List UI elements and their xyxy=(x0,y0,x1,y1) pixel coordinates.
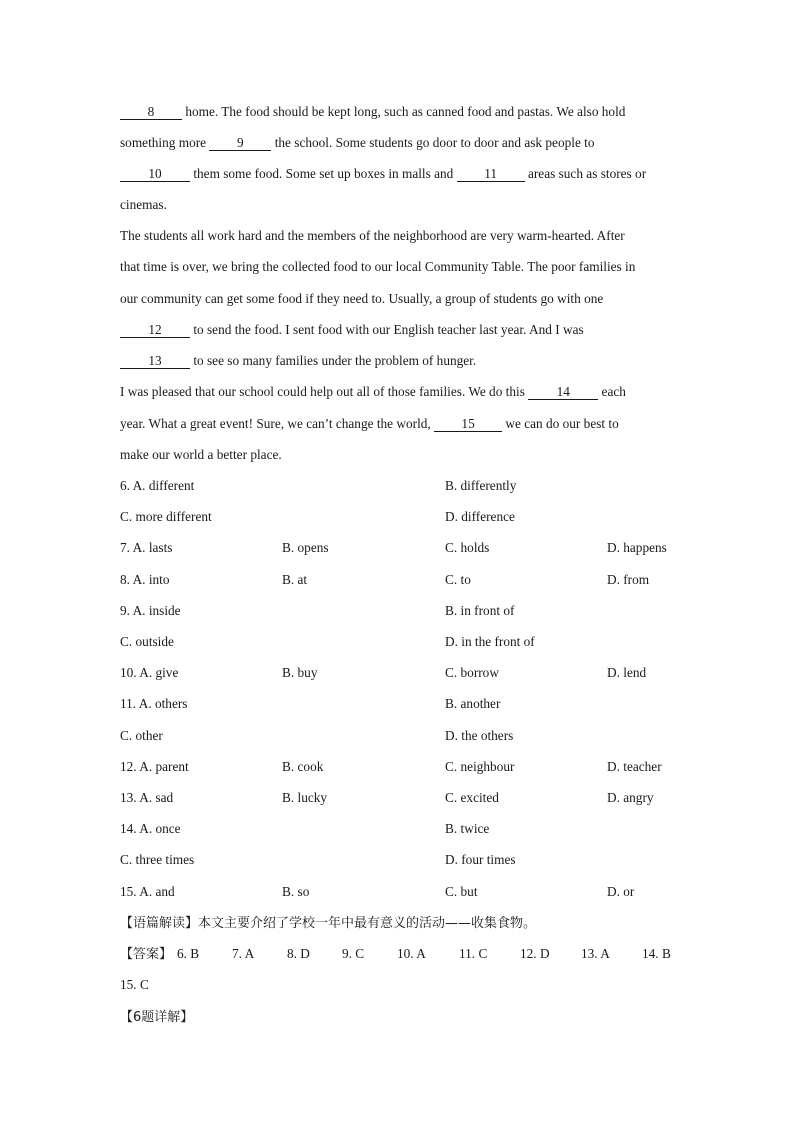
q9-option-c: C. outside xyxy=(120,634,174,649)
q14-option-a: 14. A. once xyxy=(120,821,181,836)
passage-text: them some food. Some set up boxes in malls and xyxy=(190,166,457,181)
detail-label: 【6题详解】 xyxy=(120,1010,194,1025)
passage-line xyxy=(120,321,584,339)
passage-line: make our world a better place. xyxy=(120,447,282,462)
blank-9: 9 xyxy=(209,135,271,151)
answer-item: 14. B xyxy=(642,946,671,961)
passage-line xyxy=(120,165,646,183)
blank-12: 12 xyxy=(120,322,190,338)
passage-text: to send the food. I sent food with our English teacher last year. And I was xyxy=(190,322,584,337)
passage-text: home. The food should be kept long, such as canned food and pastas. We also hold xyxy=(182,104,626,119)
q10-option-d: D. lend xyxy=(607,665,647,680)
passage-text: something more xyxy=(120,135,210,150)
q7-option-a: 7. A. lasts xyxy=(120,540,173,555)
q7-option-c: C. holds xyxy=(445,540,490,555)
passage-text: to see so many families under the problem of hunger. xyxy=(190,353,477,368)
reading-text: 本文主要介绍了学校一年中最有意义的活动——收集食物。 xyxy=(198,916,537,931)
blank-15: 15 xyxy=(434,416,502,432)
passage-line: The students all work hard and the members of the neighborhood are very warm-hearted. After xyxy=(120,228,625,243)
passage-text: the school. Some students go door to door and ask people to xyxy=(271,135,595,150)
q12-option-c: C. neighbour xyxy=(445,759,515,774)
passage-line xyxy=(120,134,595,152)
blank-13: 13 xyxy=(120,353,190,369)
answer-item: 9. C xyxy=(342,946,365,961)
passage-text: we can do our best to xyxy=(502,416,619,431)
passage-text: I was pleased that our school could help out all of those families. We do this xyxy=(120,384,529,399)
q10-option-a: 10. A. give xyxy=(120,665,179,680)
q6-option-c: C. more different xyxy=(120,509,212,524)
answer-item: 10. A xyxy=(397,946,426,961)
answer-item: 6. B xyxy=(177,946,200,961)
answer-item: 13. A xyxy=(581,946,610,961)
passage-text: areas such as stores or xyxy=(524,166,647,181)
passage-line: that time is over, we bring the collected food to our local Community Table. The poor families in xyxy=(120,259,636,274)
q6-option-a: 6. A. different xyxy=(120,478,195,493)
passage-line xyxy=(120,415,619,433)
passage-text: year. What a great event! Sure, we can’t change the world, xyxy=(120,416,435,431)
q6-option-d: D. difference xyxy=(445,509,515,524)
q8-option-b: B. at xyxy=(282,572,308,587)
q12-option-a: 12. A. parent xyxy=(120,759,189,774)
answer-label xyxy=(120,945,172,964)
q14-option-b: B. twice xyxy=(445,821,490,836)
q13-option-b: B. lucky xyxy=(282,790,328,805)
reading-analysis xyxy=(120,914,536,933)
blank-14: 14 xyxy=(528,384,598,400)
q8-option-a: 8. A. into xyxy=(120,572,170,587)
q15-option-d: D. or xyxy=(607,884,635,899)
q12-option-b: B. cook xyxy=(282,759,324,774)
passage-text: each xyxy=(598,384,626,399)
passage-line xyxy=(120,383,626,401)
q10-option-c: C. borrow xyxy=(445,665,499,680)
q15-option-b: B. so xyxy=(282,884,310,899)
passage-line: cinemas. xyxy=(120,197,167,212)
q13-option-a: 13. A. sad xyxy=(120,790,174,805)
q9-option-a: 9. A. inside xyxy=(120,603,181,618)
q11-option-c: C. other xyxy=(120,728,163,743)
blank-11: 11 xyxy=(457,166,525,182)
q8-option-d: D. from xyxy=(607,572,650,587)
answer-item: 8. D xyxy=(287,946,310,961)
q13-option-c: C. excited xyxy=(445,790,499,805)
answer-item: 7. A xyxy=(232,946,255,961)
q10-option-b: B. buy xyxy=(282,665,318,680)
reading-label: 【语篇解读】 xyxy=(120,916,199,931)
q14-option-c: C. three times xyxy=(120,852,195,867)
answer-item: 12. D xyxy=(520,946,550,961)
passage-line: our community can get some food if they need to. Usually, a group of students go with one xyxy=(120,291,604,306)
q11-option-d: D. the others xyxy=(445,728,514,743)
q6-option-b: B. differently xyxy=(445,478,517,493)
detail-heading xyxy=(120,1008,193,1027)
q15-option-a: 15. A. and xyxy=(120,884,175,899)
q11-option-a: 11. A. others xyxy=(120,696,188,711)
blank-10: 10 xyxy=(120,166,190,182)
q8-option-c: C. to xyxy=(445,572,471,587)
answer-label-text: 【答案】 xyxy=(120,947,173,962)
q7-option-d: D. happens xyxy=(607,540,667,555)
q7-option-b: B. opens xyxy=(282,540,329,555)
q15-option-c: C. but xyxy=(445,884,478,899)
answer-item: 11. C xyxy=(459,946,488,961)
q13-option-d: D. angry xyxy=(607,790,654,805)
answer-item: 15. C xyxy=(120,977,149,992)
passage-line xyxy=(120,352,476,370)
blank-8: 8 xyxy=(120,104,182,120)
q11-option-b: B. another xyxy=(445,696,501,711)
q12-option-d: D. teacher xyxy=(607,759,662,774)
q9-option-b: B. in front of xyxy=(445,603,515,618)
passage-line xyxy=(120,103,625,121)
q9-option-d: D. in the front of xyxy=(445,634,535,649)
q14-option-d: D. four times xyxy=(445,852,516,867)
